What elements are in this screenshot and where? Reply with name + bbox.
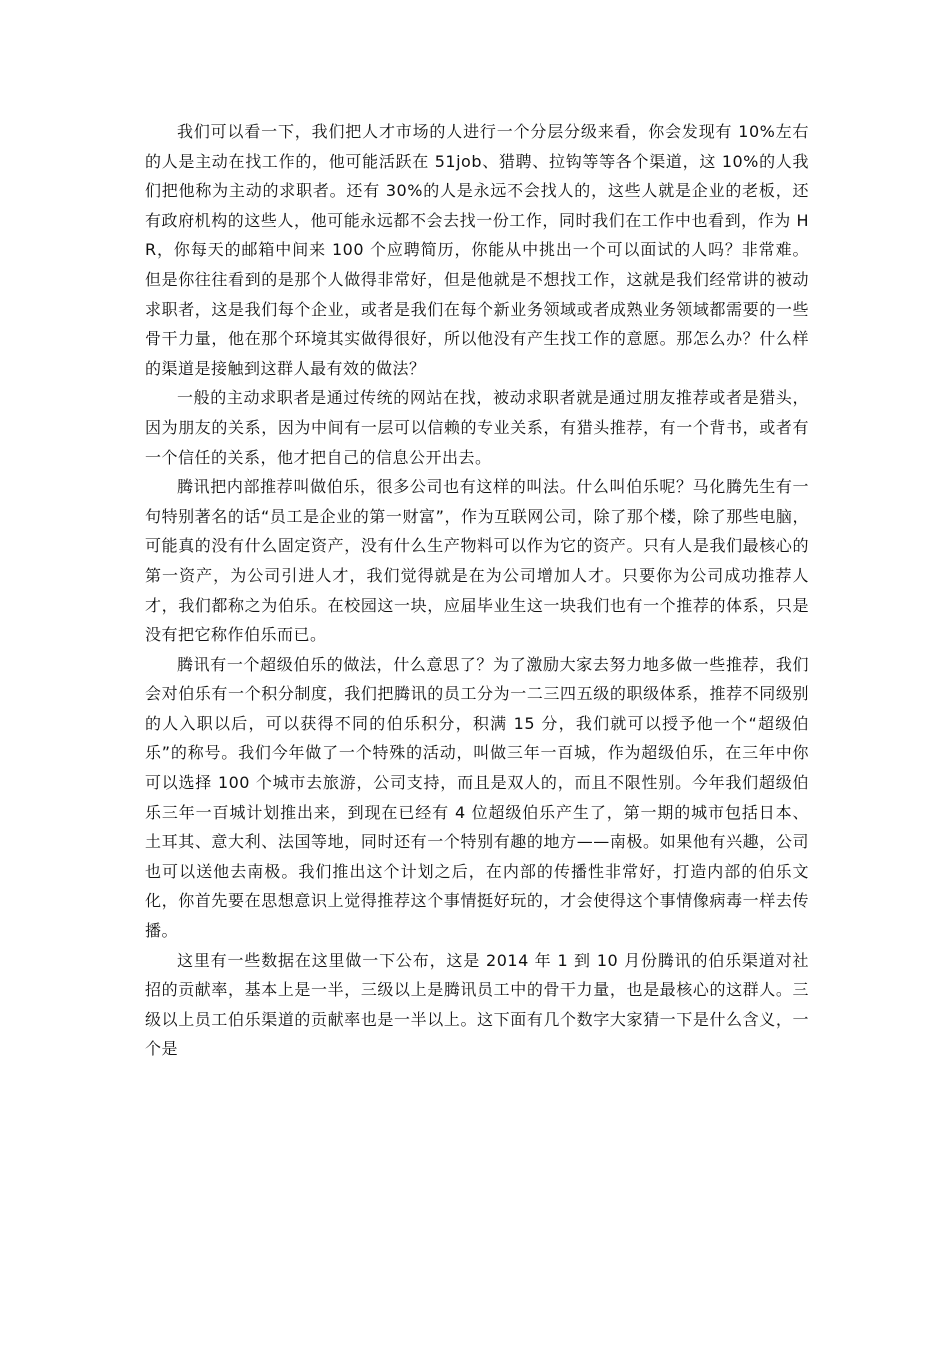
paragraph-bole-referral: 腾讯把内部推荐叫做伯乐，很多公司也有这样的叫法。什么叫伯乐呢？马化腾先生有一句特别著名的话“员工是企业的第一财富”，作为互联网公司，除了那个楼，除了那些电脑，可能真的没有什么固定资产，没有什么生产物料可以作为它的资产。只有人是我们最核心的第一资产，为公司引进人才，我们觉得就是在为公司增加人才。只要你为公司成功推荐人才，我们都称之为伯乐。在校园这一块，应届毕业生这一块我们也有一个推荐的体系，只是没有把它称作伯乐而已。: [145, 477, 809, 645]
paragraph-data-stats: 这里有一些数据在这里做一下公布，这是 2014 年 1 到 10 月份腾讯的伯乐渠道对社招的贡献率，基本上是一半，三级以上是腾讯员工中的骨干力量，也是最核心的这群人。三级以上员工伯乐渠道的贡献率也是一半以上。这下面有几个数字大家猜一下是什么含义，一个是: [145, 950, 809, 1059]
document-body: [145, 117, 809, 1064]
paragraph-talent-market: 我们可以看一下，我们把人才市场的人进行一个分层分级来看，你会发现有 10%左右的人是主动在找工作的，他可能活跃在 51job、猎聘、拉钩等等各个渠道，这 10%的人我们把他称为主动的求职者。还有 30%的人是永远不会找人的，这些人就是企业的老板，还有政府机构的这些人，他可能永远都不会去找一份工作，同时我们在工作中也看到，作为 HR，你每天的邮箱中间来 100 个应聘简历，你能从中挑出一个可以面试的人吗？非常难。但是你往往看到的是那个人做得非常好，但是他就是不想找工作，这就是我们经常讲的被动求职者，这是我们每个企业，或者是我们在每个新业务领域或者成熟业务领域都需要的一些骨干力量，他在那个环境其实做得很好，所以他没有产生找工作的意愿。那怎么办？什么样的渠道是接触到这群人最有效的做法？: [145, 122, 809, 378]
paragraph-super-bole: 腾讯有一个超级伯乐的做法，什么意思了？为了激励大家去努力地多做一些推荐，我们会对伯乐有一个积分制度，我们把腾讯的员工分为一二三四五级的职级体系，推荐不同级别的人入职以后，可以获得不同的伯乐积分，积满 15 分，我们就可以授予他一个“超级伯乐”的称号。我们今年做了一个特殊的活动，叫做三年一百城，作为超级伯乐，在三年中你可以选择 100 个城市去旅游，公司支持，而且是双人的，而且不限性别。今年我们超级伯乐三年一百城计划推出来，到现在已经有 4 位超级伯乐产生了，第一期的城市包括日本、土耳其、意大利、法国等地，同时还有一个特别有趣的地方——南极。如果他有兴趣，公司也可以送他去南极。我们推出这个计划之后，在内部的传播性非常好，打造内部的伯乐文化，你首先要在思想意识上觉得推荐这个事情挺好玩的，才会使得这个事情像病毒一样去传播。: [145, 654, 809, 941]
paragraph-job-seekers: 一般的主动求职者是通过传统的网站在找，被动求职者就是通过朋友推荐或者是猎头，因为朋友的关系，因为中间有一层可以信赖的专业关系，有猎头推荐，有一个背书，或者有一个信任的关系，他才把自己的信息公开出去。: [145, 388, 809, 467]
